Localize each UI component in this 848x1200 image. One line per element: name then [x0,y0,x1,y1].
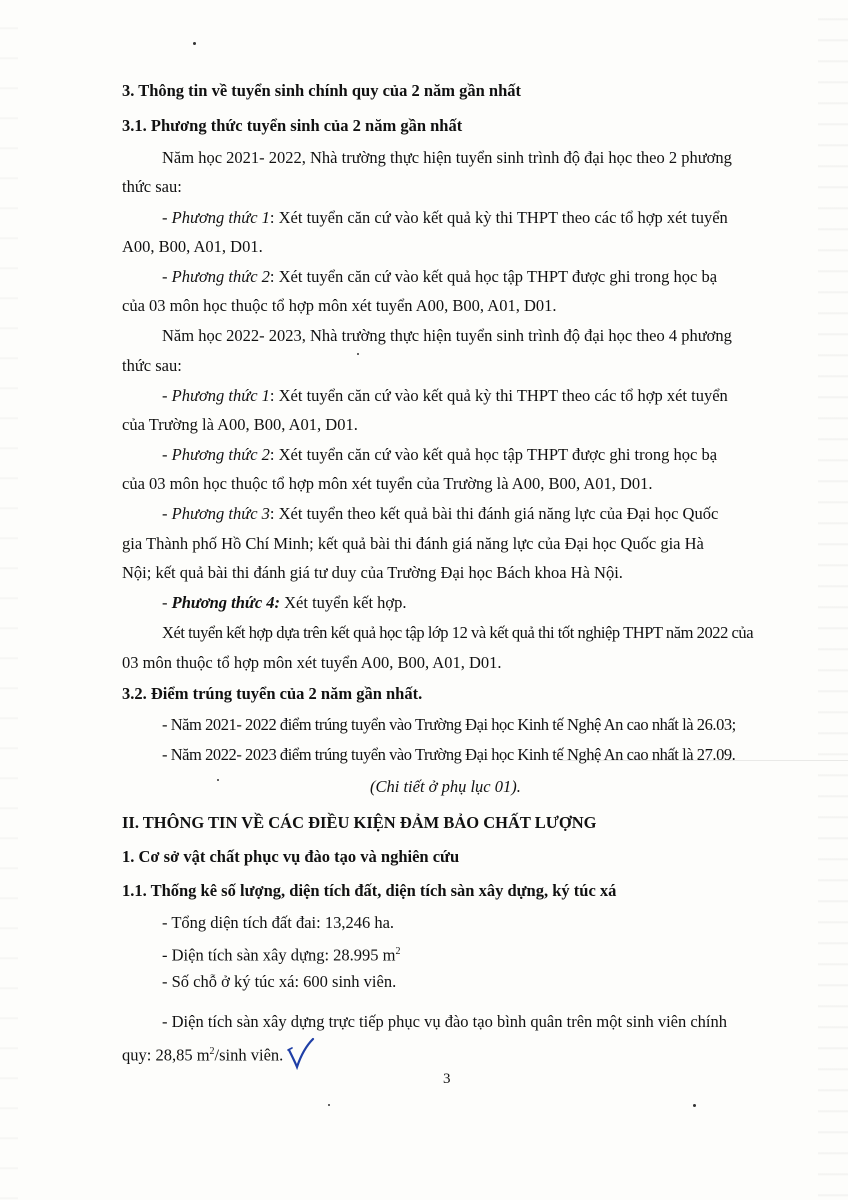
method-text: : Xét tuyển theo kết quả bài thi đánh giá năng lực của Đại học Quốc [269,504,719,523]
method-text: : Xét tuyển căn cứ vào kết quả kỳ thi THPT theo các tổ hợp xét tuyển [269,386,728,405]
combined-method-desc-cont: 03 môn thuộc tổ hợp môn xét tuyển A00, B00, A01, D01. [122,653,502,672]
score-2022: - Năm 2022- 2023 điểm trúng tuyển vào Trường Đại học Kinh tế Nghệ An cao nhất là 27.09. [162,745,736,764]
per-student-area-cont [122,1041,283,1067]
scan-speck [693,1104,696,1107]
floor-area-unit-superscript: 2 [395,946,401,957]
scan-edge-left [0,0,18,1200]
method-2022-3-cont-2: Nội; kết quả bài thi đánh giá tư duy của Trường Đại học Bách khoa Hà Nội. [122,563,623,582]
score-2021: - Năm 2021- 2022 điểm trúng tuyển vào Trường Đại học Kinh tế Nghệ An cao nhất là 26.03; [162,715,736,734]
scan-speck [193,42,196,45]
floor-area-text: - Diện tích sàn xây dựng: 28.995 m [162,945,396,965]
per-student-unit-superscript: 2 [209,1046,215,1057]
section-heading-3: 3. Thông tin về tuyển sinh chính quy của 2 năm gần nhất [122,81,522,100]
method-label: Phương thức 1 [171,208,270,227]
paragraph-2021-intro: Năm học 2021- 2022, Nhà trường thực hiện tuyển sinh trình độ đại học theo 2 phương [162,148,732,167]
method-text: : Xét tuyển căn cứ vào kết quả kỳ thi THPT theo các tổ hợp xét tuyển [269,208,728,227]
section-heading-1: 1. Cơ sở vật chất phục vụ đào tạo và nghiên cứu [122,847,460,866]
land-area: - Tổng diện tích đất đai: 13,246 ha. [162,913,395,932]
per-student-unit: /sinh viên. [214,1045,284,1065]
method-2022-3 [162,503,718,525]
method-2021-1 [162,207,728,229]
method-2022-3-cont-1: gia Thành phố Hồ Chí Minh; kết quả bài thi đánh giá năng lực của Đại học Quốc gia Hà [122,534,704,553]
bullet-dash: - [162,267,172,286]
section-heading-II: II. THÔNG TIN VỀ CÁC ĐIỀU KIỆN ĐẢM BẢO CHẤT LƯỢNG [122,813,597,832]
method-2022-1-cont: của Trường là A00, B00, A01, D01. [122,415,358,434]
method-text: : Xét tuyển căn cứ vào kết quả học tập THPT được ghi trong học bạ [269,267,718,286]
paragraph-2021-intro-cont: thức sau: [122,177,182,196]
scan-edge-right [818,0,848,1200]
method-label: Phương thức 4: [171,593,281,612]
method-2022-2 [162,444,717,466]
page-number: 3 [443,1071,451,1087]
method-2021-2-cont: của 03 môn học thuộc tổ hợp môn xét tuyển A00, B00, A01, D01. [122,296,557,315]
method-2021-1-cont: A00, B00, A01, D01. [122,237,263,256]
method-text: : Xét tuyển căn cứ vào kết quả học tập THPT được ghi trong học bạ [269,445,718,464]
per-student-area: - Diện tích sàn xây dựng trực tiếp phục vụ đào tạo bình quân trên một sinh viên chính [162,1012,728,1031]
dormitory-capacity: - Số chỗ ở ký túc xá: 600 sinh viên. [162,972,397,991]
scan-speck [328,1104,330,1106]
method-label: Phương thức 3 [171,504,270,523]
bullet-dash: - [162,208,172,227]
floor-area [162,941,401,967]
scan-speck [357,353,359,355]
method-2022-2-cont: của 03 môn học thuộc tổ hợp môn xét tuyển của Trường là A00, B00, A01, D01. [122,474,653,493]
method-label: Phương thức 2 [171,267,270,286]
section-heading-1-1: 1.1. Thống kê số lượng, diện tích đất, diện tích sàn xây dựng, ký túc xá [122,881,617,900]
paragraph-2022-intro-cont: thức sau: [122,356,182,375]
method-2021-2 [162,266,717,288]
handwritten-check-mark-icon [286,1036,316,1070]
scan-speck [217,779,219,781]
paragraph-2022-intro: Năm học 2022- 2023, Nhà trường thực hiện tuyển sinh trình độ đại học theo 4 phương [162,326,732,345]
appendix-note: (Chi tiết ở phụ lục 01). [370,777,521,796]
method-2022-1 [162,385,728,407]
method-label: Phương thức 1 [171,386,270,405]
bullet-dash: - [162,504,172,523]
bullet-dash: - [162,386,172,405]
bullet-dash: - [162,445,172,464]
method-2022-4 [162,592,407,614]
section-heading-3-2: 3.2. Điểm trúng tuyển của 2 năm gần nhất. [122,684,423,703]
per-student-text: quy: 28,85 m [122,1045,210,1065]
combined-method-desc: Xét tuyển kết hợp dựa trên kết quả học tập lớp 12 và kết quả thi tốt nghiệp THPT năm 2022 của [162,623,754,642]
method-label: Phương thức 2 [171,445,270,464]
section-heading-3-1: 3.1. Phương thức tuyển sinh của 2 năm gần nhất [122,116,463,135]
bullet-dash: - [162,593,172,612]
method-text: Xét tuyển kết hợp. [280,593,407,612]
